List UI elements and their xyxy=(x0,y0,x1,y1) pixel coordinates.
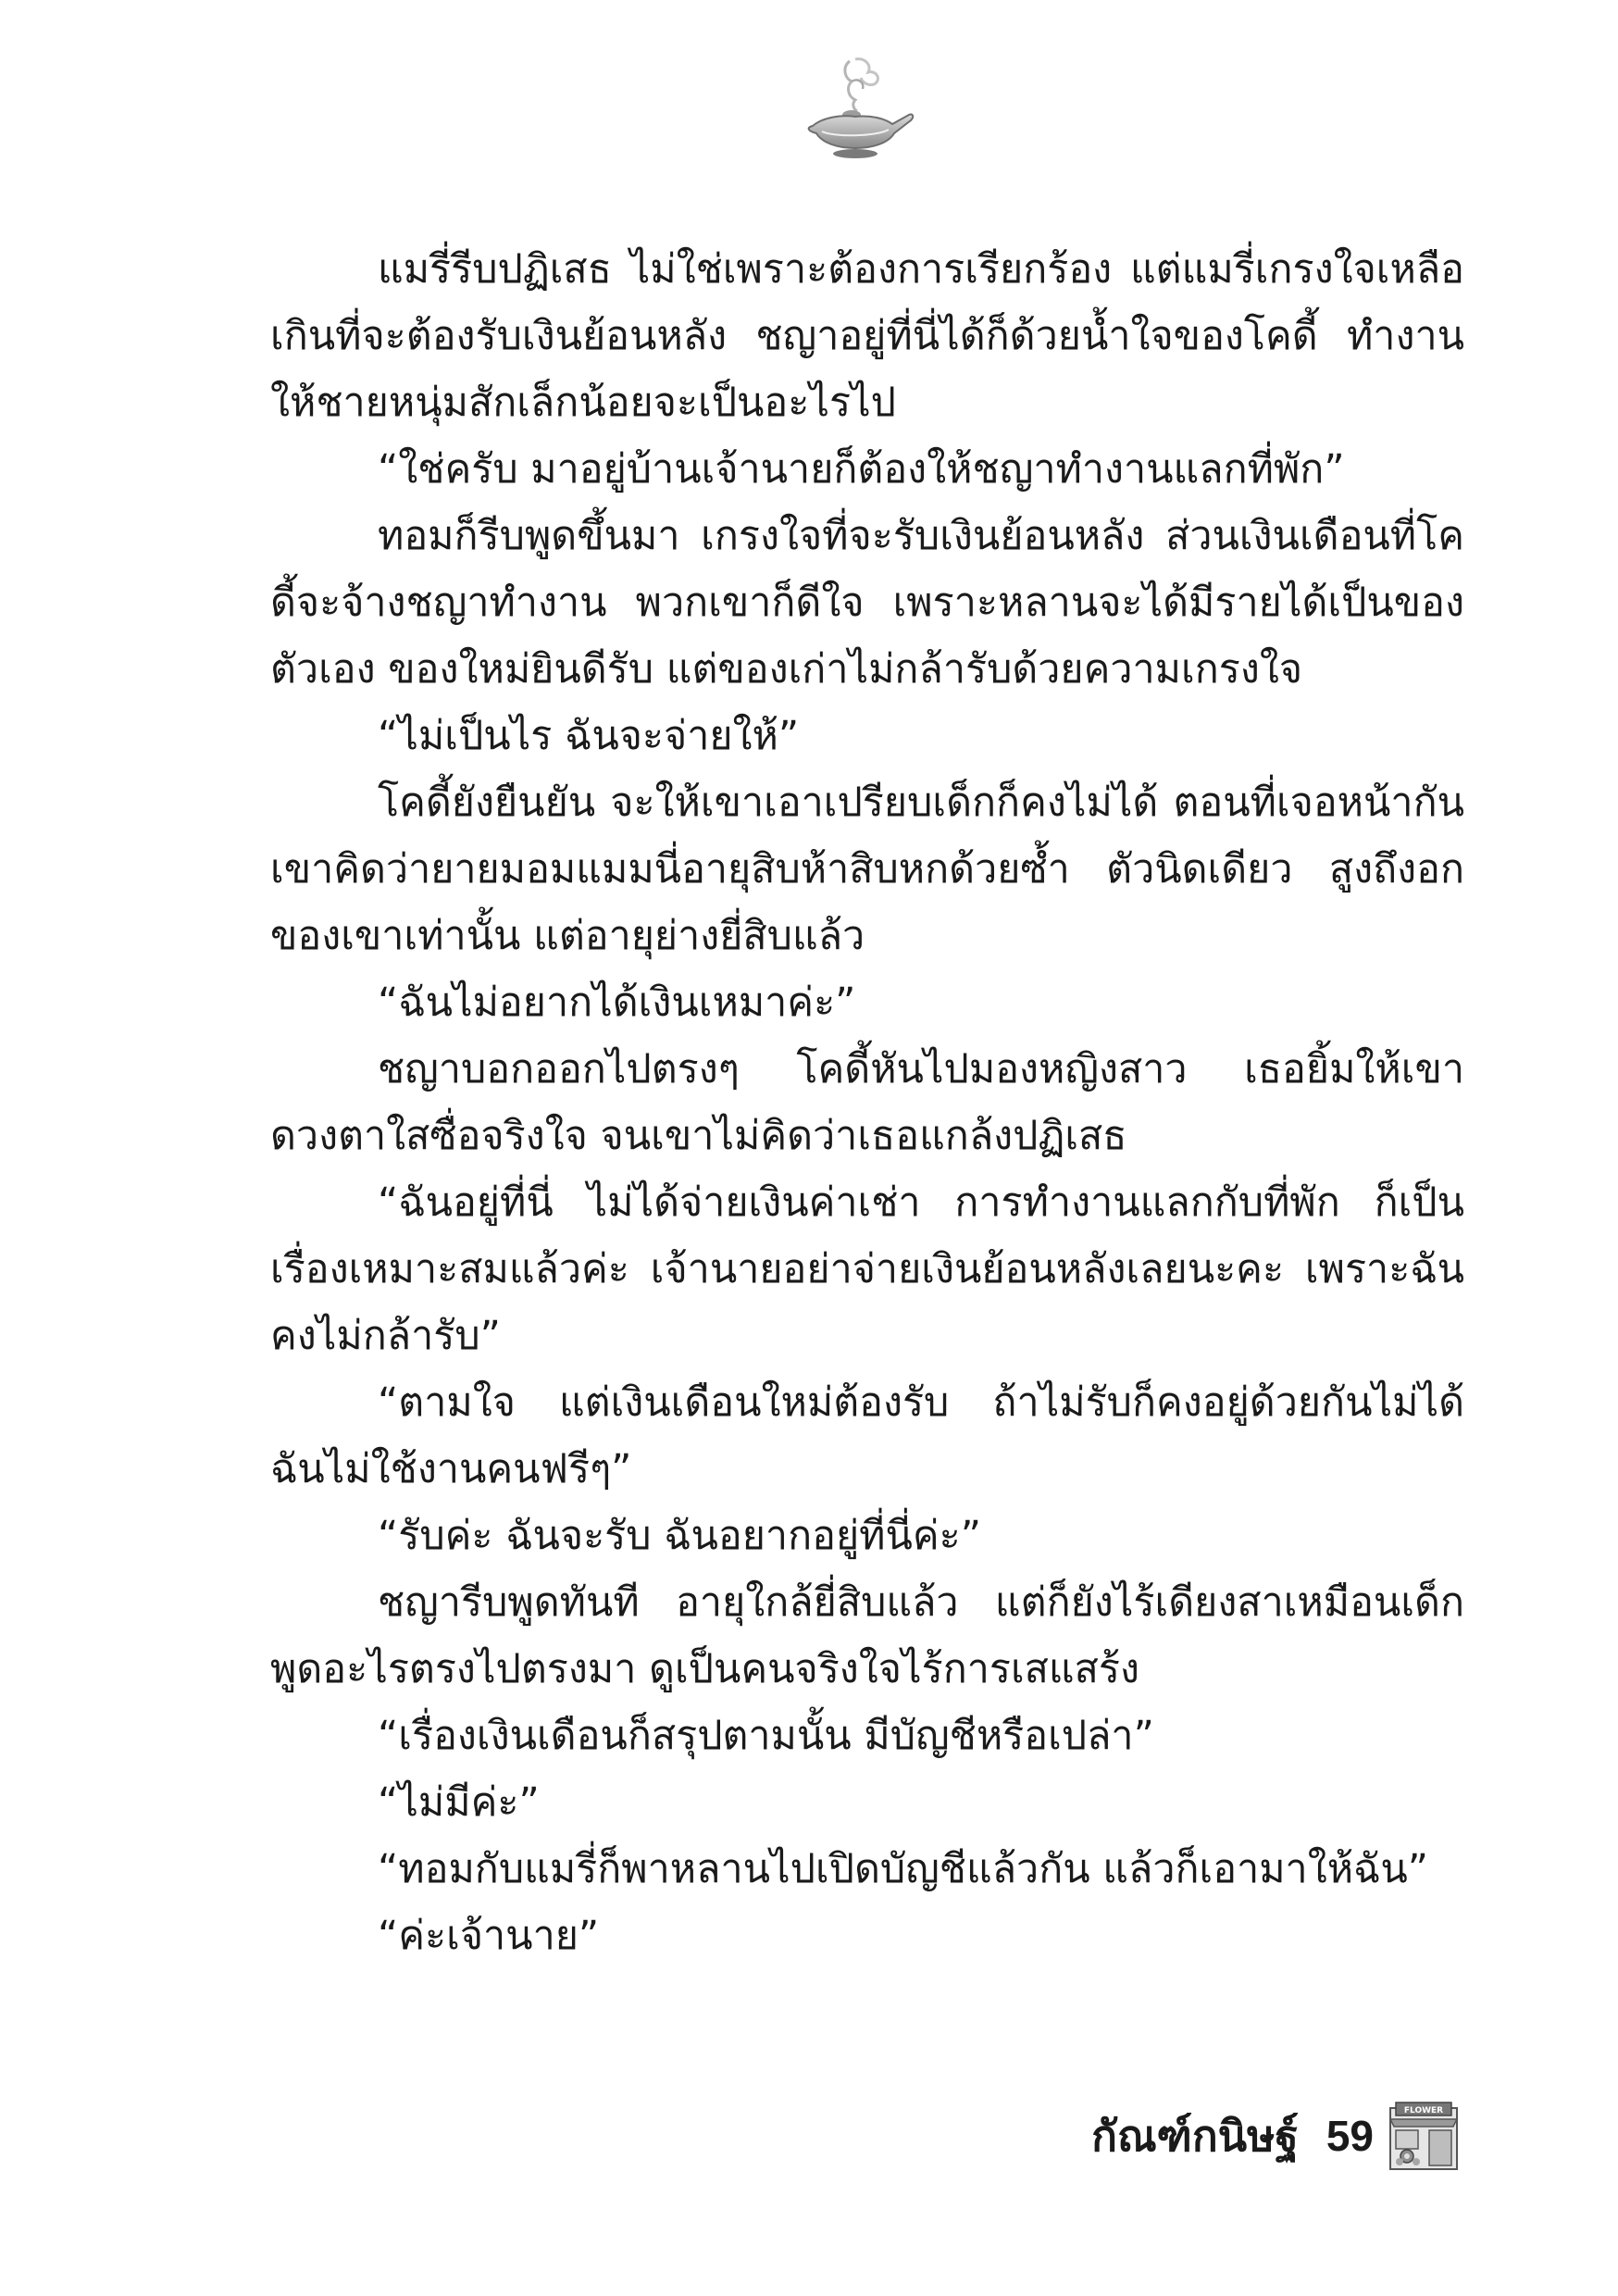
dialogue: “เรื่องเงินเดือนก็สรุปตามนั้น มีบัญชีหรือเปล่า” xyxy=(378,1713,1154,1759)
dialogue: “ฉันอยู่ที่นี่ ไม่ได้จ่ายเงินค่าเช่า การทำงานแลกกับที่พัก ก็เป็นเรื่องเหมาะสมแล้วค่ะ เจ้านายอย่าจ่ายเงินย้อนหลังเลยนะคะ เพราะฉันคงไม่กล้ารับ” xyxy=(270,1179,1464,1359)
paragraph: ชญารีบพูดทันที อายุใกล้ยี่สิบแล้ว แต่ก็ยังไร้เดียงสาเหมือนเด็ก พูดอะไรตรงไปตรงมา ดูเป็นคนจริงใจไร้การเสแสร้ง xyxy=(270,1579,1464,1692)
page-number: 59 xyxy=(1326,2112,1374,2160)
flower-shop-icon xyxy=(1387,2099,1461,2173)
story-text xyxy=(270,236,1464,1969)
dialogue: “ทอมกับแมรี่ก็พาหลานไปเปิดบัญชีแล้วกัน แล้วก็เอามาให้ฉัน” xyxy=(378,1846,1429,1892)
paragraph: โคดี้ยังยืนยัน จะให้เขาเอาเปรียบเด็กก็คงไม่ได้ ตอนที่เจอหน้ากัน เขาคิดว่ายายมอมแมมนี่อายุสิบห้าสิบหกด้วยซ้ำ ตัวนิดเดียว สูงถึงอกของเขาเท่านั้น แต่อายุย่างยี่สิบแล้ว xyxy=(270,780,1464,959)
dialogue: “ค่ะเจ้านาย” xyxy=(378,1913,600,1959)
paragraph: แมรี่รีบปฏิเสธ ไม่ใช่เพราะต้องการเรียกร้อง แต่แมรี่เกรงใจเหลือเกินที่จะต้องรับเงินย้อนหลัง ชญาอยู่ที่นี่ได้ก็ด้วยน้ำใจของโคดี้ ทำงานให้ชายหนุ่มสักเล็กน้อยจะเป็นอะไรไป xyxy=(270,246,1464,426)
genie-lamp-icon xyxy=(796,54,916,165)
dialogue: “ไม่มีค่ะ” xyxy=(378,1779,540,1826)
page-footer xyxy=(1091,2094,1461,2177)
dialogue: “ตามใจ แต่เงินเดือนใหม่ต้องรับ ถ้าไม่รับก็คงอยู่ด้วยกันไม่ได้ ฉันไม่ใช้งานคนฟรีๆ” xyxy=(270,1379,1464,1492)
dialogue: “ฉันไม่อยากได้เงินเหมาค่ะ” xyxy=(378,980,856,1026)
dialogue: “ใช่ครับ มาอยู่บ้านเจ้านายก็ต้องให้ชญาทำงานแลกที่พัก” xyxy=(378,446,1345,493)
dialogue: “ไม่เป็นไร ฉันจะจ่ายให้” xyxy=(378,713,800,759)
dialogue: “รับค่ะ ฉันจะรับ ฉันอยากอยู่ที่นี่ค่ะ” xyxy=(378,1513,982,1559)
shop-sign-text: FLOWER xyxy=(1403,2106,1444,2115)
author-name: กัณฑ์กนิษฐ์ xyxy=(1091,2110,1299,2161)
paragraph: ทอมก็รีบพูดขึ้นมา เกรงใจที่จะรับเงินย้อนหลัง ส่วนเงินเดือนที่โคดี้จะจ้างชญาทำงาน พวกเขาก็ดีใจ เพราะหลานจะได้มีรายได้เป็นของตัวเอง ของใหม่ยินดีรับ แต่ของเก่าไม่กล้ารับด้วยความเกรงใจ xyxy=(270,513,1464,693)
paragraph: ชญาบอกออกไปตรงๆ โคดี้หันไปมองหญิงสาว เธอยิ้มให้เขา ดวงตาใสซื่อจริงใจ จนเขาไม่คิดว่าเธอแกล้งปฏิเสธ xyxy=(270,1046,1464,1159)
